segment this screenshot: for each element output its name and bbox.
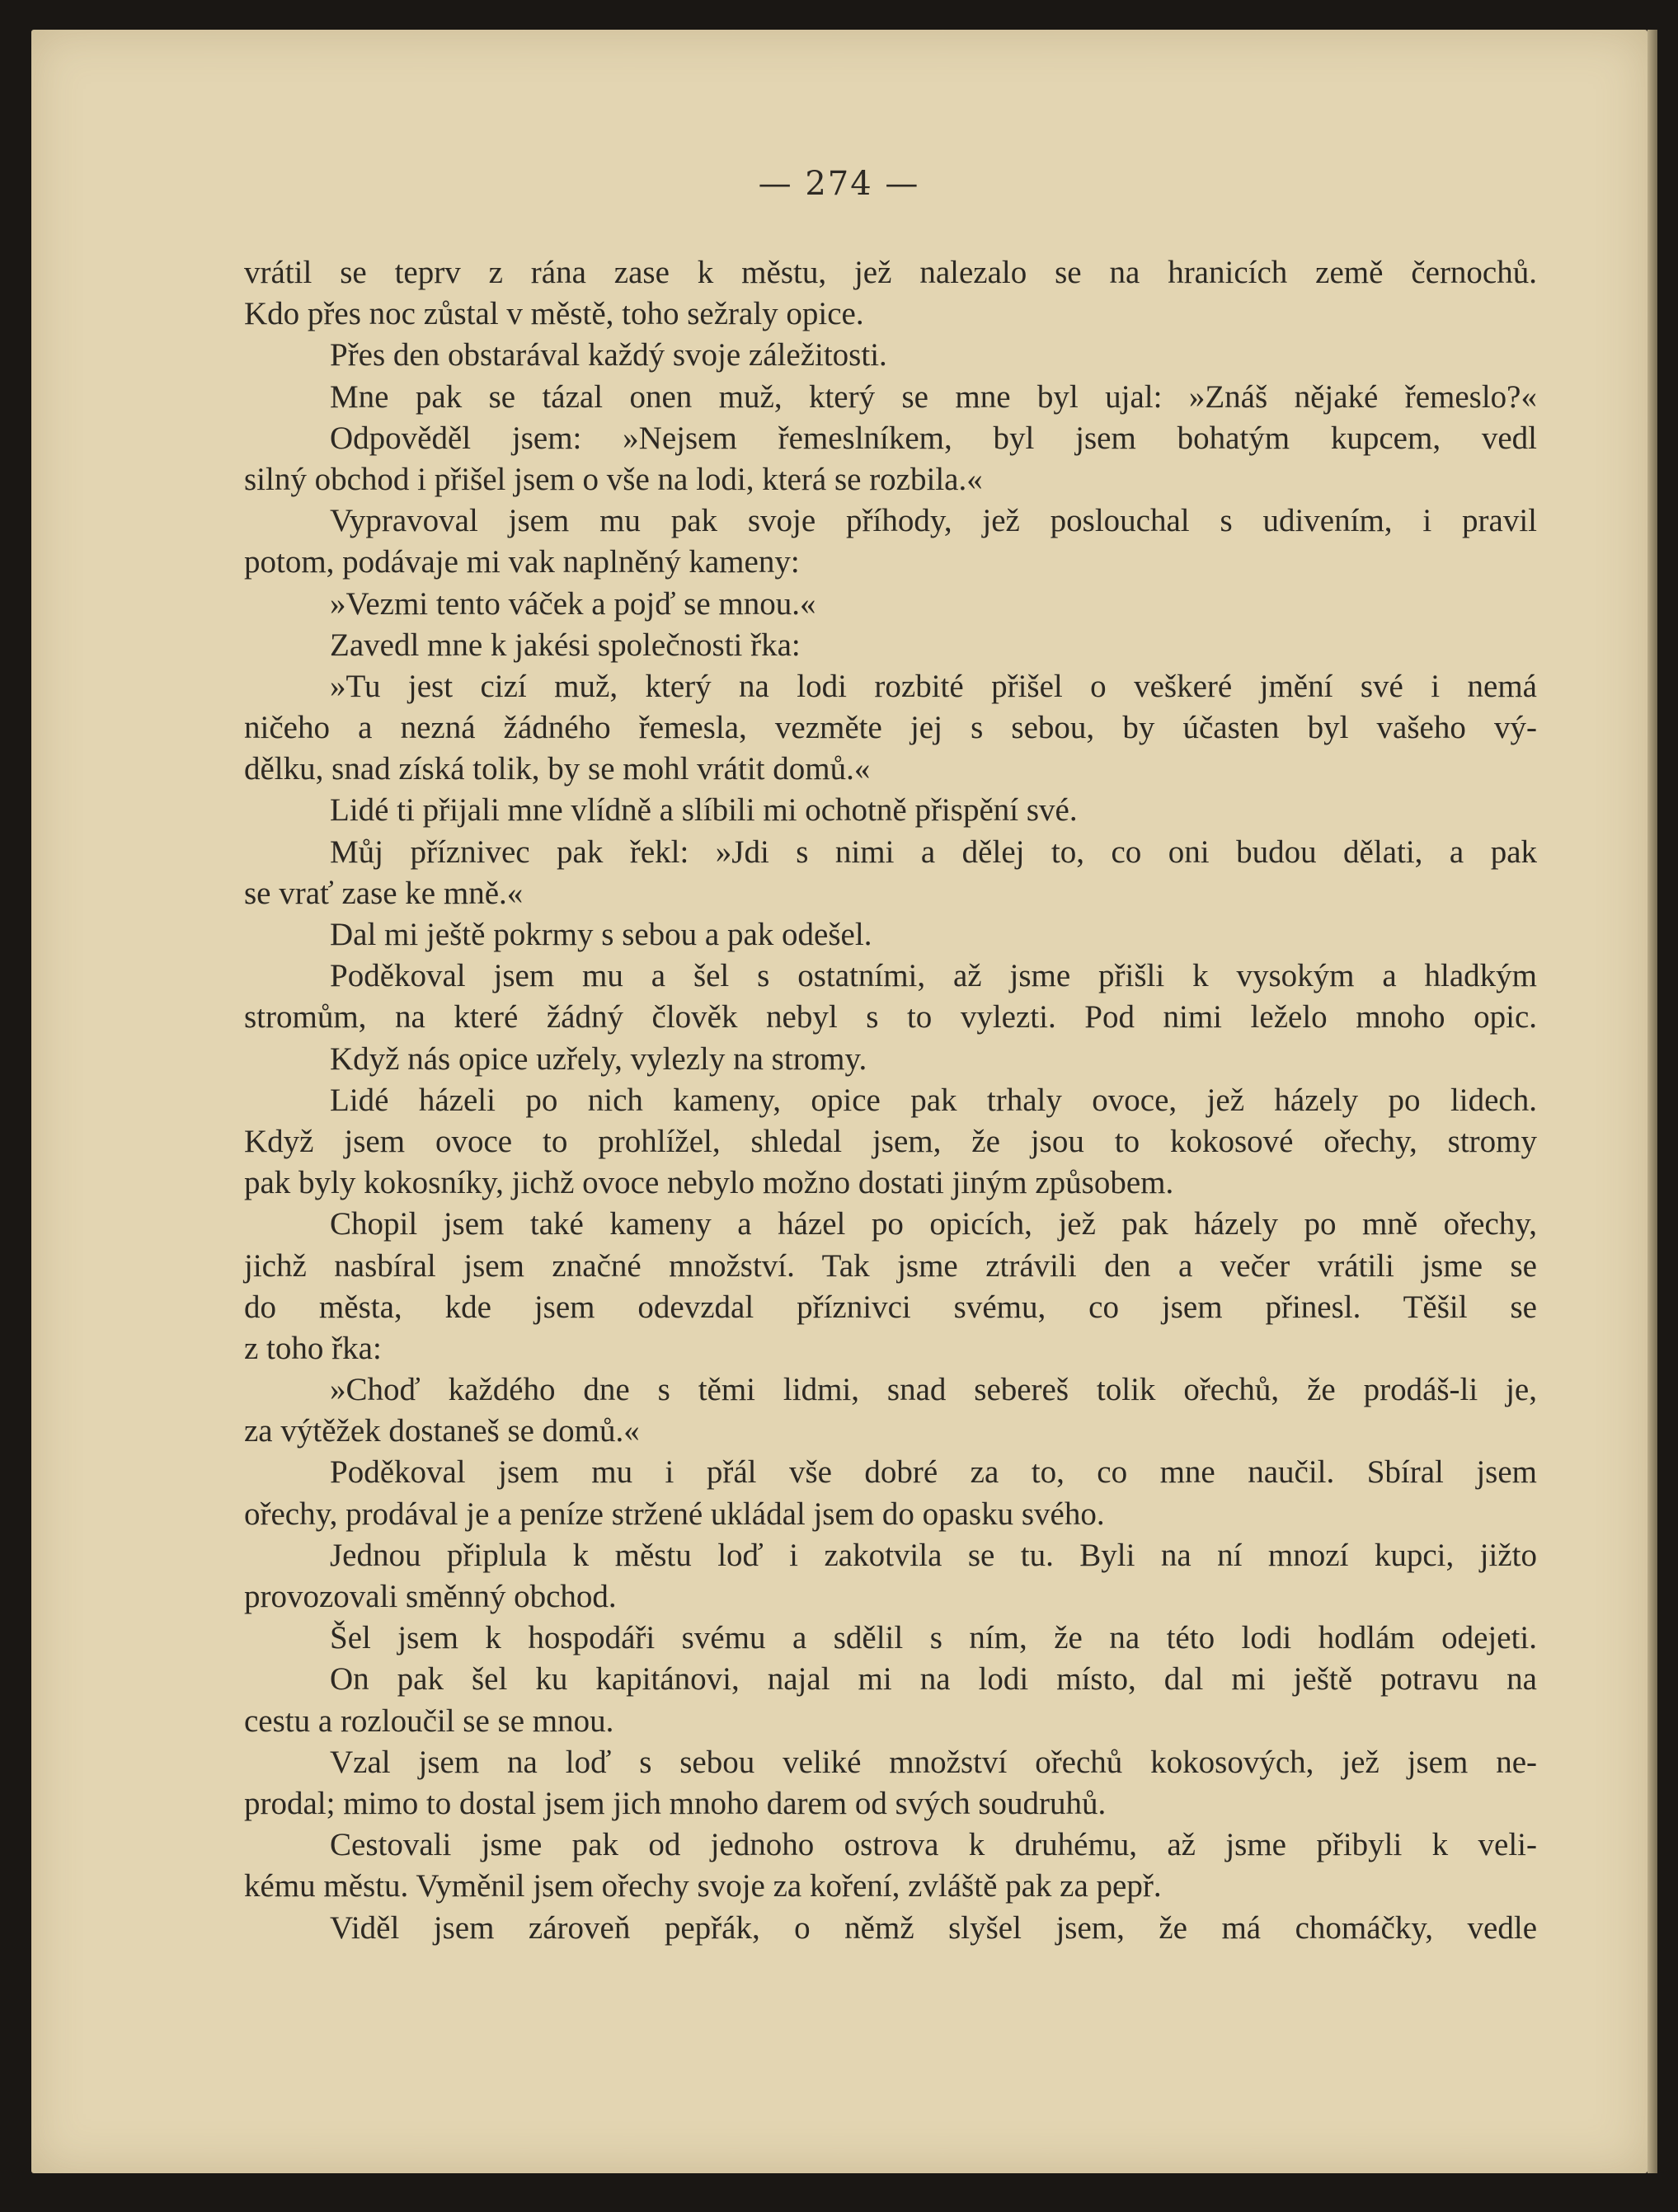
text-line: Lidé házeli po nich kameny, opice pak trhaly ovoce, jež házely po lidech.	[330, 1082, 1537, 1118]
text-line: se vrať zase ke mně.«	[244, 875, 524, 911]
text-line: Šel jsem k hospodáři svému a sdělil s ním, že na této lodi hodlám odejeti.	[330, 1620, 1537, 1656]
text-line: Můj příznivec pak řekl: »Jdi s nimi a dělej to, co oni budou dělati, a pak	[330, 834, 1537, 870]
text-line: Kdo přes noc zůstal v městě, toho sežraly opice.	[244, 296, 864, 332]
text-line: Když jsem ovoce to prohlížel, shledal jsem, že jsou to kokosové ořechy, stromy	[244, 1123, 1537, 1159]
text-line: z toho řka:	[244, 1330, 382, 1366]
page-edge	[1647, 30, 1657, 2173]
text-line: Vypravoval jsem mu pak svoje příhody, jež poslouchal s udivením, i pravil	[330, 503, 1537, 539]
text-line: »Choď každého dne s těmi lidmi, snad sebereš tolik ořechů, že prodáš-li je,	[330, 1372, 1537, 1408]
text-line: stromům, na které žádný člověk nebyl s to vylezti. Pod nimi leželo mnoho opic.	[244, 999, 1537, 1036]
text-line: »Vezmi tento váček a pojď se mnou.«	[330, 585, 816, 622]
text-line: Odpověděl jsem: »Nejsem řemeslníkem, byl jsem bohatým kupcem, vedl	[330, 420, 1537, 456]
text-line: ničeho a nezná žádného řemesla, vezměte jej s sebou, by účasten byl vašeho vý-	[244, 710, 1537, 746]
text-line: Když nás opice uzřely, vylezly na stromy.	[330, 1040, 867, 1077]
text-line: potom, podávaje mi vak naplněný kameny:	[244, 544, 800, 580]
body-text	[244, 252, 1537, 1949]
text-line: kému městu. Vyměnil jsem ořechy svoje za koření, zvláště pak za pepř.	[244, 1868, 1162, 1904]
text-line: Viděl jsem zároveň pepřák, o němž slyšel jsem, že má chomáčky, vedle	[330, 1909, 1537, 1946]
text-line: cestu a rozloučil se se mnou.	[244, 1702, 614, 1739]
text-line: Poděkoval jsem mu i přál vše dobré za to, co mne naučil. Sbíral jsem	[330, 1454, 1537, 1491]
text-line: ořechy, prodával je a peníze stržené ukládal jsem do opasku svého.	[244, 1496, 1105, 1532]
text-line: Přes den obstarával každý svoje záležitosti.	[330, 337, 887, 373]
text-line: jichž nasbíral jsem značné množství. Tak jsme ztrávili den a večer vrátili jsme se	[244, 1247, 1537, 1284]
text-line: Jednou připlula k městu loď i zakotvila se tu. Byli na ní mnozí kupci, jižto	[330, 1537, 1537, 1573]
text-line: provozovali směnný obchod.	[244, 1579, 617, 1614]
text-line: Chopil jsem také kameny a házel po opicích, jež pak házely po mně ořechy,	[330, 1206, 1537, 1242]
text-line: silný obchod i přišel jsem o vše na lodi, která se rozbila.«	[244, 461, 983, 497]
text-line: Dal mi ještě pokrmy s sebou a pak odešel.	[330, 917, 872, 952]
text-line: On pak šel ku kapitánovi, najal mi na lodi místo, dal mi ještě potravu na	[330, 1661, 1537, 1698]
page-number: — 274 —	[758, 165, 920, 203]
text-line: »Tu jest cizí muž, který na lodi rozbité přišel o veškeré jmění své i nemá	[330, 668, 1537, 704]
text-line: Lidé ti přijali mne vlídně a slíbili mi ochotně přispění své.	[330, 792, 1078, 829]
text-line: do města, kde jsem odevzdal příznivci svému, co jsem přinesl. Těšil se	[244, 1289, 1537, 1325]
text-line: Vzal jsem na loď s sebou veliké množství ořechů kokosových, jež jsem ne-	[330, 1744, 1537, 1780]
text-line: prodal; mimo to dostal jsem jich mnoho darem od svých soudruhů.	[244, 1785, 1107, 1821]
text-line: Mne pak se tázal onen muž, který se mne byl ujal: »Znáš nějaké řemeslo?«	[330, 378, 1537, 415]
text-line: pak byly kokosníky, jichž ovoce nebylo možno dostati jiným způsobem.	[244, 1165, 1174, 1201]
text-line: Cestovali jsme pak od jednoho ostrova k druhému, až jsme přibyli k veli-	[330, 1827, 1537, 1863]
text-line: Poděkoval jsem mu a šel s ostatními, až jsme přišli k vysokým a hladkým	[330, 958, 1537, 994]
text-line: za výtěžek dostaneš se domů.«	[244, 1413, 640, 1449]
text-line: dělku, snad získá tolik, by se mohl vrátit domů.«	[244, 751, 871, 787]
text-line: Zavedl mne k jakési společnosti řka:	[330, 627, 801, 663]
text-line: vrátil se teprv z rána zase k městu, jež nalezalo se na hranicích země černochů.	[244, 255, 1537, 290]
